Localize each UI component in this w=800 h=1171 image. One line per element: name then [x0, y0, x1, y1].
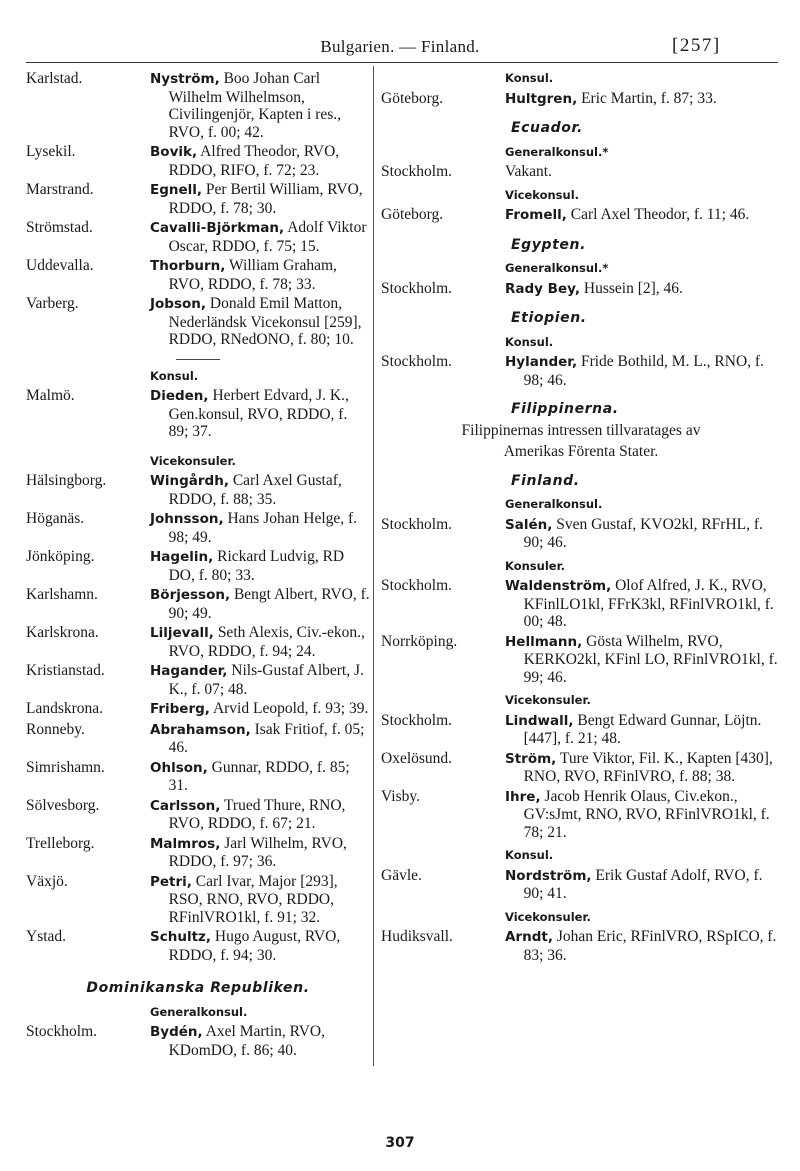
header-rule	[26, 62, 778, 63]
entry-detail: Per Bertil William, RVO, RDDO, f. 78; 30.	[168, 181, 363, 217]
entry-detail: Hugo August, RVO, RDDO, f. 94; 30.	[168, 928, 341, 964]
entry-text	[505, 90, 781, 109]
entry-place: Gävle.	[381, 866, 422, 884]
generalkonsul-heading: Generalkonsul.	[505, 497, 603, 511]
entry-name: Schultz,	[150, 929, 212, 945]
entry-detail: Isak Fritiof, f. 05; 46.	[168, 720, 365, 756]
generalkonsul-heading: Generalkonsul.*	[505, 144, 609, 159]
list-item	[381, 353, 781, 389]
generalkonsul-heading: Generalkonsul.	[150, 1004, 248, 1019]
entry-text	[150, 387, 370, 441]
entry-text	[505, 750, 781, 786]
entry-text	[150, 662, 370, 698]
entry-text	[505, 206, 781, 225]
entry-name: Hagander,	[150, 663, 228, 679]
entry-text	[150, 548, 370, 584]
entry-detail: Ture Viktor, Fil. K., Kapten [430], RNO, RVO, RFinlVRO, f. 88; 38.	[523, 749, 773, 785]
vicekonsul-heading: Vicekonsul.	[505, 187, 580, 202]
entry-name: Malmros,	[150, 835, 221, 852]
entry-name: Bydén,	[150, 1024, 203, 1040]
entry-place: Ronneby.	[26, 720, 85, 738]
entry-text	[150, 873, 370, 927]
entry-name: Johnsson,	[150, 511, 224, 527]
section-title-filippinerna: Filippinerna.	[511, 401, 619, 417]
entry-place: Växjö.	[26, 872, 68, 890]
entry-detail: Olof Alfred, J. K., RVO, KFinlLO1kl, FFrK3kl, RFinlVRO1kl, f. 00; 48.	[523, 577, 774, 630]
entry-name: Petri,	[150, 873, 192, 890]
entry-place: Hälsingborg.	[26, 472, 107, 489]
entry-name: Carlsson,	[150, 797, 221, 814]
page-reference: [257]	[672, 35, 721, 56]
list-item	[26, 70, 370, 141]
entry-detail: Carl Ivar, Major [293], RSO, RNO, RVO, RDDO, RFinlVRO1kl, f. 91; 32.	[168, 872, 338, 926]
entry-text	[150, 1023, 370, 1059]
entry-detail: Trued Thure, RNO, RVO, RDDO, f. 67; 21.	[168, 796, 346, 832]
entry-detail: Boo Johan Carl Wilhelm Wilhelmson, Civilingenjör, Kapten i res., RVO, f. 00; 42.	[168, 70, 342, 141]
list-item	[26, 873, 370, 927]
list-item	[26, 759, 370, 795]
entry-place: Karlskrona.	[26, 624, 99, 641]
entry-place: Landskrona.	[26, 700, 104, 717]
list-item	[26, 624, 370, 660]
entry-detail: Arvid Leopold, f. 93; 39.	[212, 700, 369, 717]
entry-name: Ihre,	[505, 788, 541, 805]
entry-detail: Fride Bothild, M. L., RNO, f. 98; 46.	[523, 353, 764, 389]
entry-place: Stockholm.	[381, 163, 453, 180]
list-item	[26, 797, 370, 833]
filippinerna-note-line-2: Amerikas Förenta Stater.	[503, 443, 659, 460]
list-item	[381, 90, 781, 109]
entry-text	[150, 295, 370, 349]
entry-text	[150, 510, 370, 546]
entry-name: Liljevall,	[150, 625, 214, 641]
entry-detail: Eric Martin, f. 87; 33.	[581, 89, 717, 107]
list-item	[26, 510, 370, 546]
list-item	[26, 295, 370, 349]
list-item	[26, 219, 370, 255]
list-item	[26, 700, 370, 719]
entry-text	[150, 835, 370, 871]
entry-detail: Gösta Wilhelm, RVO, KERKO2kl, KFinl LO, RFinlVRO1kl, f. 99; 46.	[523, 632, 778, 686]
entry-place: Stockholm.	[381, 353, 453, 370]
list-item	[26, 586, 370, 622]
entry-detail: Carl Axel Theodor, f. 11; 46.	[570, 206, 750, 223]
page-number: 307	[385, 1135, 415, 1151]
entry-detail: Hans Johan Helge, f. 98; 49.	[168, 510, 358, 546]
entry-text	[150, 257, 370, 293]
entry-name: Friberg,	[150, 701, 210, 717]
entry-name: Jobson,	[150, 296, 207, 312]
list-item	[26, 1023, 370, 1059]
list-item	[381, 516, 781, 552]
entry-detail: Gunnar, RDDO, f. 85; 31.	[168, 758, 350, 794]
entry-text	[505, 163, 781, 181]
entry-detail: Bengt Edward Gunnar, Löjtn. [447], f. 21; 48.	[523, 711, 762, 747]
entry-place: Oxelösund.	[381, 749, 453, 767]
entry-text	[150, 586, 370, 622]
entry-place: Stockholm.	[381, 711, 453, 729]
entry-text	[505, 712, 781, 748]
entry-name: Nordström,	[505, 867, 592, 884]
entry-detail: Nils-Gustaf Albert, J. K., f. 07; 48.	[168, 662, 364, 698]
section-title-finland: Finland.	[511, 472, 580, 489]
entry-text	[150, 181, 370, 217]
entry-text	[505, 788, 781, 842]
entry-place: Strömstad.	[26, 219, 93, 236]
entry-detail: Hussein [2], 46.	[583, 279, 683, 297]
entry-place: Marstrand.	[26, 181, 94, 198]
entry-name: Börjesson,	[150, 587, 231, 603]
entry-name: Arndt,	[505, 929, 553, 945]
vicekonsuler-list	[26, 472, 370, 964]
entry-detail: Carl Axel Gustaf, RDDO, f. 88; 35.	[168, 472, 342, 508]
entry-detail: Sven Gustaf, KVO2kl, RFrHL, f. 90; 46.	[523, 515, 763, 551]
entry-detail: Alfred Theodor, RVO, RDDO, RIFO, f. 72; 23.	[168, 143, 340, 179]
entry-place: Uddevalla.	[26, 257, 94, 274]
entry-text	[150, 700, 370, 719]
entry-place: Karlstad.	[26, 70, 83, 87]
list-item	[26, 257, 370, 293]
entry-place: Stockholm.	[381, 577, 453, 594]
entry-place: Jönköping.	[26, 548, 95, 565]
entry-text	[150, 759, 370, 795]
entry-name: Rady Bey,	[505, 280, 580, 297]
list-item	[381, 280, 781, 299]
entry-name: Abrahamson,	[150, 721, 251, 738]
entry-place: Lysekil.	[26, 143, 76, 160]
entry-text	[150, 721, 370, 757]
entry-detail: Axel Martin, RVO, KDomDO, f. 86; 40.	[168, 1023, 325, 1059]
entry-detail: Bengt Albert, RVO, f. 90; 49.	[168, 586, 370, 622]
entry-place: Höganäs.	[26, 510, 85, 527]
entry-name: Egnell,	[150, 182, 203, 198]
entry-detail: Jacob Henrik Olaus, Civ.ekon., GV:sJmt, RNO, RVO, RFinlVRO1kl, f. 78; 21.	[523, 787, 770, 841]
konsul-heading: Konsul.	[505, 334, 554, 349]
vicekonsuler-heading: Vicekonsuler.	[150, 453, 236, 468]
left-column	[26, 70, 370, 1061]
entry-name: Nyström,	[150, 71, 220, 87]
entry-detail: Johan Eric, RFinlVRO, RSpICO, f. 83; 36.	[523, 928, 777, 964]
list-item	[381, 577, 781, 631]
generalkonsul-heading: Generalkonsul.*	[505, 261, 609, 275]
list-item	[381, 750, 781, 786]
konsul-heading: Konsul.	[505, 71, 554, 85]
entry-text	[505, 577, 781, 631]
list-item	[26, 181, 370, 217]
entry-name: Waldenström,	[505, 578, 612, 594]
entry-place: Varberg.	[26, 295, 79, 312]
entry-text	[505, 516, 781, 552]
konsul-heading: Konsul.	[150, 368, 199, 383]
entry-text	[150, 472, 370, 508]
entry-text	[505, 633, 781, 687]
right-column	[381, 70, 781, 966]
list-item	[26, 143, 370, 179]
section-title-egypten: Egypten.	[511, 236, 587, 253]
entry-name: Wingårdh,	[150, 473, 229, 489]
section-title-dominikanska: Dominikanska Republiken.	[86, 980, 310, 996]
section-separator-rule	[176, 359, 220, 360]
entry-place: Ystad.	[26, 928, 67, 945]
entry-text	[150, 624, 370, 660]
entry-place: Hudiksvall.	[381, 928, 453, 945]
entry-place: Stockholm.	[26, 1023, 98, 1040]
entry-text	[505, 353, 781, 389]
list-item	[381, 163, 781, 181]
entry-text	[505, 867, 781, 903]
list-item	[381, 867, 781, 903]
entry-place: Göteborg.	[381, 89, 444, 107]
entry-detail: Rickard Ludvig, RD DO, f. 80; 33.	[168, 548, 345, 584]
entry-name: Hylander,	[505, 354, 578, 370]
entry-name: Salén,	[505, 516, 553, 533]
entry-place: Karlshamn.	[26, 586, 98, 603]
konsul-heading: Konsul.	[505, 848, 554, 862]
entry-name: Thorburn,	[150, 258, 226, 274]
page-running-title: Bulgarien. — Finland.	[320, 37, 480, 56]
list-item	[26, 835, 370, 871]
list-item	[26, 928, 370, 964]
entry-detail: Erik Gustaf Adolf, RVO, f. 90; 41.	[523, 866, 763, 902]
filippinerna-note-line-1: Filippinernas intressen tillvaratages av	[461, 421, 701, 439]
entry-text	[505, 928, 781, 964]
list-item	[381, 712, 781, 748]
entry-name: Lindwall,	[505, 712, 574, 729]
entry-name: Hellmann,	[505, 633, 583, 650]
entry-detail: Herbert Edvard, J. K., Gen.konsul, RVO, RDDO, f. 89; 37.	[168, 387, 349, 440]
list-item	[26, 387, 370, 441]
entry-name: Cavalli-Björkman,	[150, 220, 285, 236]
entry-detail: William Graham, RVO, RDDO, f. 78; 33.	[168, 257, 337, 293]
list-item	[381, 928, 781, 964]
entry-detail: Donald Emil Matton, Nederländsk Vicekonsul [259], RDDO, RNedONO, f. 80; 10.	[168, 295, 362, 348]
entry-text	[150, 143, 370, 179]
list-item	[26, 548, 370, 584]
entry-name: Ohlson,	[150, 759, 208, 776]
entry-place: Norrköping.	[381, 632, 458, 650]
left-top-entries	[26, 70, 370, 349]
entry-name: Ström,	[505, 750, 557, 767]
entry-text	[150, 928, 370, 964]
entry-place: Stockholm.	[381, 515, 453, 533]
entry-name: Dieden,	[150, 388, 209, 404]
entry-text	[505, 280, 781, 299]
list-item	[381, 633, 781, 687]
entry-text	[150, 797, 370, 833]
entry-place: Visby.	[381, 787, 420, 805]
konsuler-heading: Konsuler.	[505, 558, 565, 573]
vicekonsuler-heading: Vicekonsuler.	[505, 693, 591, 707]
entry-detail: Adolf Viktor Oscar, RDDO, f. 75; 15.	[168, 219, 367, 255]
entry-place: Trelleborg.	[26, 834, 95, 852]
entry-place: Sölvesborg.	[26, 796, 100, 814]
list-item	[381, 206, 781, 225]
entry-place: Simrishamn.	[26, 758, 105, 776]
entry-detail: Vakant.	[505, 163, 552, 180]
list-item	[26, 472, 370, 508]
column-divider	[373, 66, 374, 1066]
entry-place: Göteborg.	[381, 206, 444, 223]
list-item	[381, 788, 781, 842]
section-title-etiopien: Etiopien.	[511, 310, 587, 326]
entry-name: Hagelin,	[150, 549, 214, 565]
entry-text	[150, 219, 370, 255]
entry-name: Hultgren,	[505, 90, 578, 107]
entry-detail: Jarl Wilhelm, RVO, RDDO, f. 97; 36.	[168, 834, 347, 870]
list-item	[26, 662, 370, 698]
entry-place: Malmö.	[26, 387, 75, 404]
entry-detail: Seth Alexis, Civ.-ekon., RVO, RDDO, f. 94; 24.	[168, 624, 365, 660]
list-item	[26, 721, 370, 757]
entry-place: Kristianstad.	[26, 662, 105, 679]
entry-name: Bovik,	[150, 144, 198, 160]
entry-name: Fromell,	[505, 207, 567, 223]
entry-text	[150, 70, 370, 141]
entry-place: Stockholm.	[381, 279, 453, 297]
section-title-ecuador: Ecuador.	[511, 120, 583, 136]
vicekonsuler-heading: Vicekonsuler.	[505, 909, 591, 924]
